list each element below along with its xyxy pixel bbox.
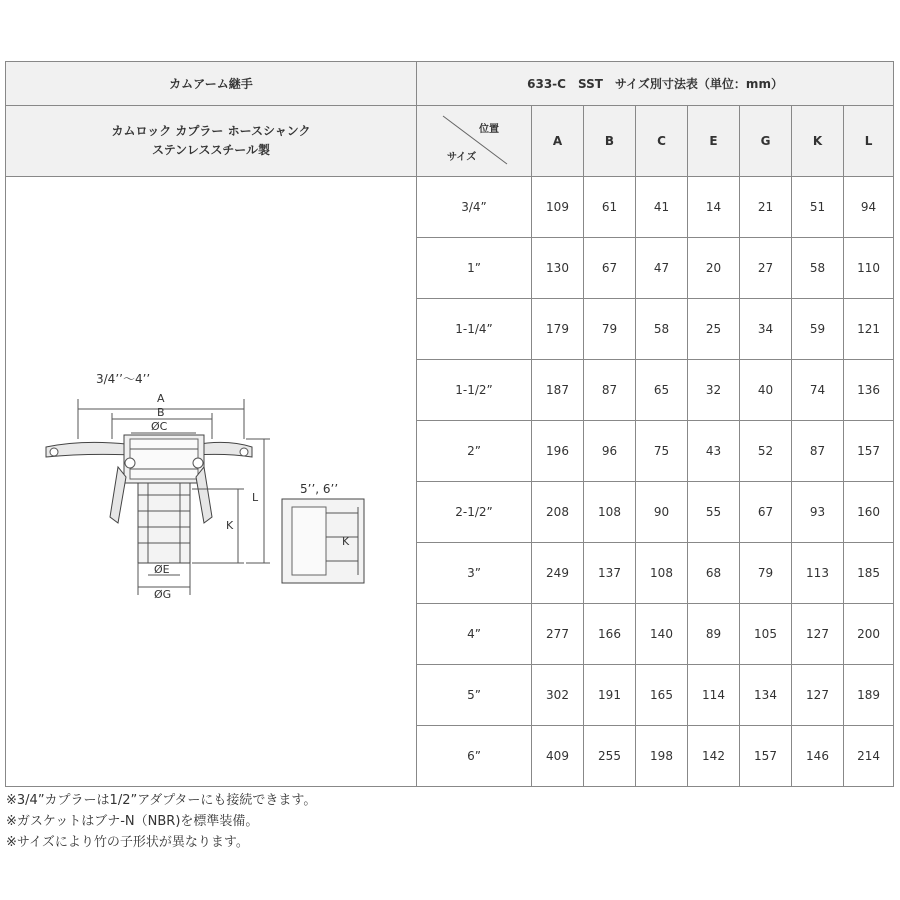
value-cell: 20 bbox=[688, 238, 740, 299]
size-cell: 2” bbox=[417, 421, 532, 482]
large-size-label: 5’’, 6’’ bbox=[300, 482, 339, 496]
value-cell: 187 bbox=[532, 360, 584, 421]
footnote: ※ガスケットはブナ-N（NBR)を標準装備。 bbox=[6, 814, 259, 829]
size-cell: 1-1/4” bbox=[417, 299, 532, 360]
dim-k-label: K bbox=[226, 519, 234, 532]
col-header-c: C bbox=[636, 106, 688, 177]
value-cell: 130 bbox=[532, 238, 584, 299]
footnote: ※サイズにより竹の子形状が異なります。 bbox=[6, 835, 249, 850]
value-cell: 74 bbox=[792, 360, 844, 421]
value-cell: 157 bbox=[740, 726, 792, 787]
value-cell: 127 bbox=[792, 604, 844, 665]
product-name-line2: ステンレススチール製 bbox=[151, 143, 271, 157]
value-cell: 196 bbox=[532, 421, 584, 482]
diagonal-line bbox=[417, 106, 532, 177]
value-cell: 179 bbox=[532, 299, 584, 360]
value-cell: 142 bbox=[688, 726, 740, 787]
col-header-b: B bbox=[584, 106, 636, 177]
col-header-g: G bbox=[740, 106, 792, 177]
value-cell: 137 bbox=[584, 543, 636, 604]
dim-a-label: A bbox=[157, 392, 165, 405]
value-cell: 409 bbox=[532, 726, 584, 787]
value-cell: 58 bbox=[792, 238, 844, 299]
value-cell: 25 bbox=[688, 299, 740, 360]
value-cell: 165 bbox=[636, 665, 688, 726]
value-cell: 58 bbox=[636, 299, 688, 360]
dimension-table bbox=[5, 61, 894, 787]
value-cell: 200 bbox=[844, 604, 894, 665]
value-cell: 189 bbox=[844, 665, 894, 726]
value-cell: 110 bbox=[844, 238, 894, 299]
value-cell: 166 bbox=[584, 604, 636, 665]
value-cell: 140 bbox=[636, 604, 688, 665]
value-cell: 89 bbox=[688, 604, 740, 665]
value-cell: 157 bbox=[844, 421, 894, 482]
value-cell: 79 bbox=[740, 543, 792, 604]
value-cell: 255 bbox=[584, 726, 636, 787]
footnote: ※3/4”カプラーは1/2”アダプターにも接続できます。 bbox=[6, 793, 317, 808]
dim-l-label: L bbox=[252, 491, 259, 504]
value-cell: 109 bbox=[532, 177, 584, 238]
value-cell: 108 bbox=[636, 543, 688, 604]
value-cell: 75 bbox=[636, 421, 688, 482]
size-cell: 2-1/2” bbox=[417, 482, 532, 543]
product-name bbox=[6, 106, 417, 177]
value-cell: 67 bbox=[584, 238, 636, 299]
value-cell: 67 bbox=[740, 482, 792, 543]
table-title: 633-C SST サイズ別寸法表（単位：mm） bbox=[417, 62, 894, 106]
dim-e-label: ØE bbox=[154, 563, 170, 576]
col-header-e: E bbox=[688, 106, 740, 177]
value-cell: 87 bbox=[584, 360, 636, 421]
value-cell: 127 bbox=[792, 665, 844, 726]
value-cell: 93 bbox=[792, 482, 844, 543]
value-cell: 68 bbox=[688, 543, 740, 604]
value-cell: 136 bbox=[844, 360, 894, 421]
footnotes bbox=[6, 790, 316, 853]
dim-k2-label: K bbox=[342, 535, 350, 548]
size-cell: 4” bbox=[417, 604, 532, 665]
category-header: カムアーム継手 bbox=[6, 62, 417, 106]
value-cell: 249 bbox=[532, 543, 584, 604]
value-cell: 21 bbox=[740, 177, 792, 238]
value-cell: 134 bbox=[740, 665, 792, 726]
value-cell: 55 bbox=[688, 482, 740, 543]
value-cell: 41 bbox=[636, 177, 688, 238]
value-cell: 160 bbox=[844, 482, 894, 543]
value-cell: 94 bbox=[844, 177, 894, 238]
size-label: サイズ bbox=[447, 152, 477, 163]
value-cell: 59 bbox=[792, 299, 844, 360]
size-cell: 5” bbox=[417, 665, 532, 726]
value-cell: 87 bbox=[792, 421, 844, 482]
value-cell: 61 bbox=[584, 177, 636, 238]
dim-c-label: ØC bbox=[151, 420, 168, 433]
value-cell: 302 bbox=[532, 665, 584, 726]
technical-drawing-cell bbox=[6, 177, 417, 787]
value-cell: 65 bbox=[636, 360, 688, 421]
value-cell: 198 bbox=[636, 726, 688, 787]
value-cell: 105 bbox=[740, 604, 792, 665]
size-cell: 1-1/2” bbox=[417, 360, 532, 421]
value-cell: 32 bbox=[688, 360, 740, 421]
dim-g-label: ØG bbox=[154, 588, 172, 601]
value-cell: 114 bbox=[688, 665, 740, 726]
size-cell: 6” bbox=[417, 726, 532, 787]
value-cell: 79 bbox=[584, 299, 636, 360]
value-cell: 27 bbox=[740, 238, 792, 299]
value-cell: 47 bbox=[636, 238, 688, 299]
value-cell: 277 bbox=[532, 604, 584, 665]
value-cell: 14 bbox=[688, 177, 740, 238]
size-position-corner bbox=[417, 106, 532, 177]
value-cell: 90 bbox=[636, 482, 688, 543]
col-header-a: A bbox=[532, 106, 584, 177]
position-label: 位置 bbox=[479, 124, 499, 135]
value-cell: 51 bbox=[792, 177, 844, 238]
range-label: 3/4’’～4’’ bbox=[96, 372, 151, 386]
product-name-line1: カムロック カプラー ホースシャンク bbox=[111, 124, 311, 138]
value-cell: 34 bbox=[740, 299, 792, 360]
value-cell: 96 bbox=[584, 421, 636, 482]
dim-b-label: B bbox=[157, 406, 165, 419]
coupler-drawing bbox=[6, 177, 417, 787]
value-cell: 191 bbox=[584, 665, 636, 726]
size-cell: 3/4” bbox=[417, 177, 532, 238]
value-cell: 185 bbox=[844, 543, 894, 604]
value-cell: 52 bbox=[740, 421, 792, 482]
value-cell: 40 bbox=[740, 360, 792, 421]
size-cell: 1” bbox=[417, 238, 532, 299]
value-cell: 214 bbox=[844, 726, 894, 787]
col-header-l: L bbox=[844, 106, 894, 177]
value-cell: 146 bbox=[792, 726, 844, 787]
value-cell: 108 bbox=[584, 482, 636, 543]
size-cell: 3” bbox=[417, 543, 532, 604]
value-cell: 113 bbox=[792, 543, 844, 604]
value-cell: 208 bbox=[532, 482, 584, 543]
col-header-k: K bbox=[792, 106, 844, 177]
value-cell: 43 bbox=[688, 421, 740, 482]
value-cell: 121 bbox=[844, 299, 894, 360]
